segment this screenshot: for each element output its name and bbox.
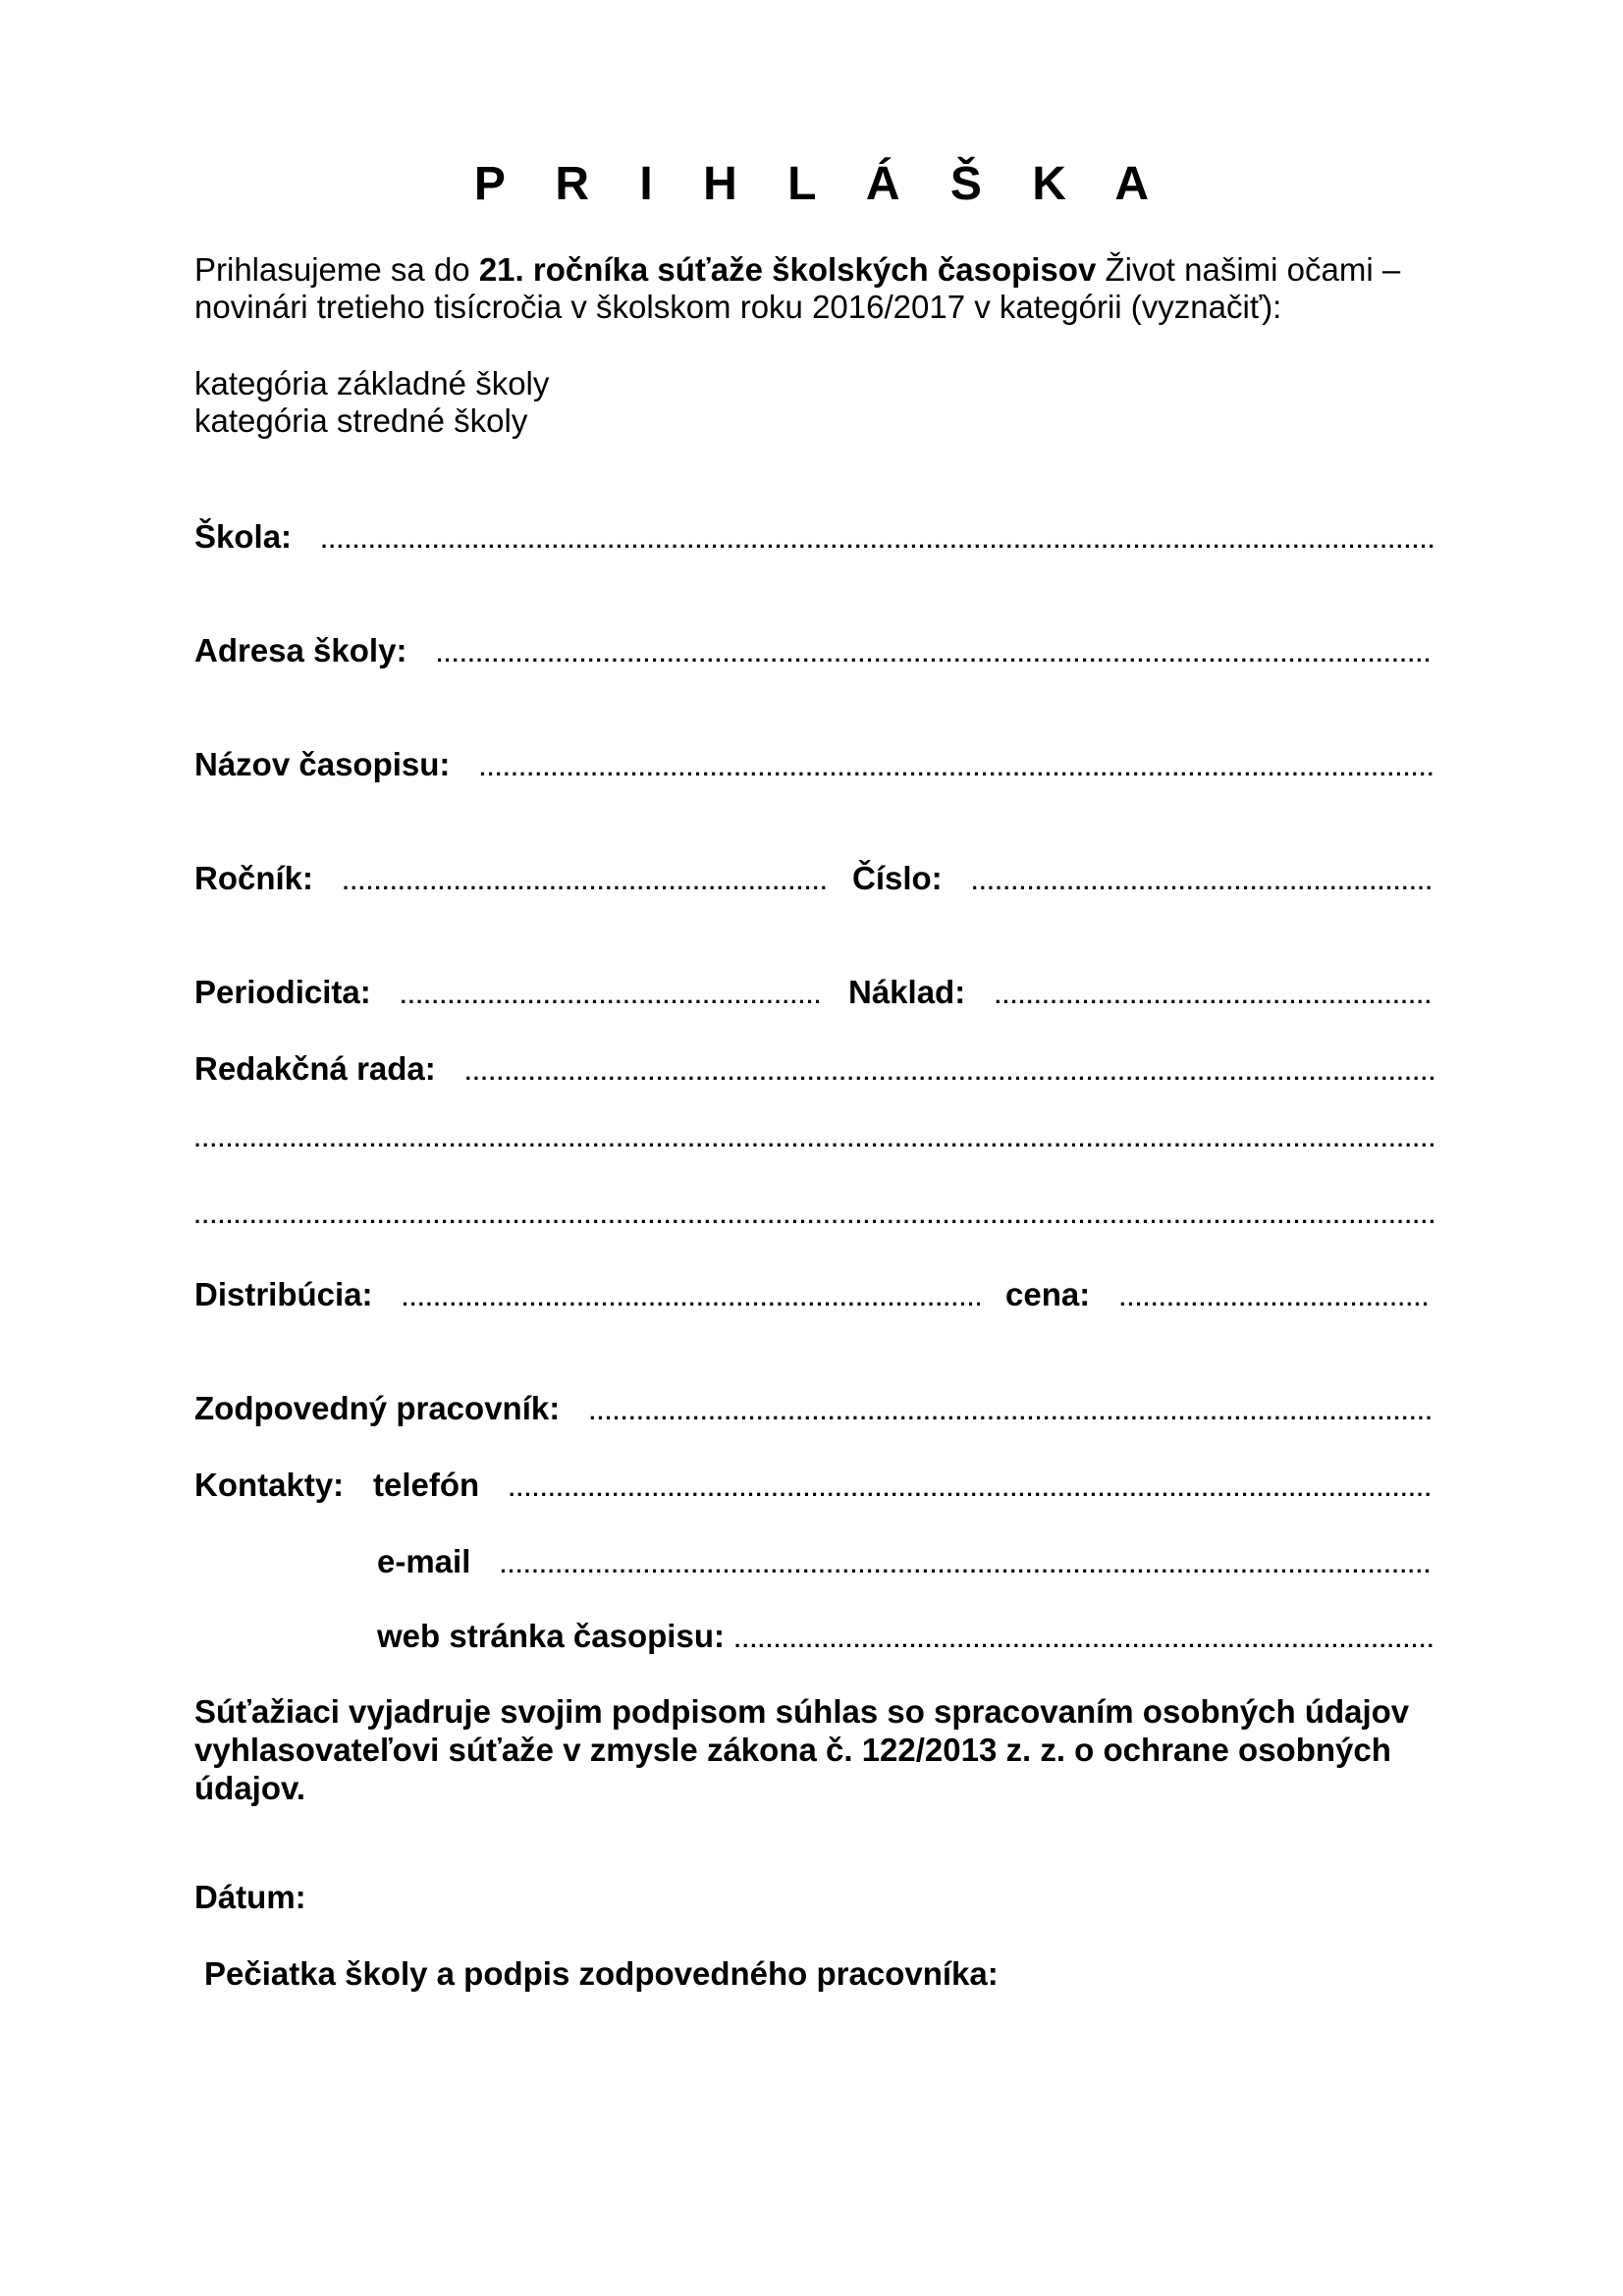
input-distribution[interactable] bbox=[403, 1286, 980, 1311]
label-circulation: Náklad: bbox=[848, 974, 966, 1010]
label-periodicity: Periodicita: bbox=[194, 974, 371, 1010]
input-phone[interactable] bbox=[509, 1476, 1434, 1502]
input-responsible-person[interactable] bbox=[589, 1400, 1434, 1425]
category-secondary[interactable]: kategória stredné školy bbox=[194, 402, 528, 439]
label-school: Škola: bbox=[194, 518, 293, 555]
input-circulation[interactable] bbox=[995, 984, 1434, 1009]
label-website: web stránka časopisu: bbox=[377, 1618, 725, 1654]
intro-paragraph bbox=[194, 251, 1441, 326]
label-contacts-text: Kontakty: bbox=[194, 1467, 345, 1503]
input-magazine-name[interactable] bbox=[479, 756, 1434, 781]
field-price bbox=[1005, 1276, 1432, 1313]
intro-rest: Život našimi očami – novinári tretieho tisícročia v školskom roku 2016/2017 v kategórii (vyznačiť): bbox=[194, 251, 1401, 325]
label-phone: telefón bbox=[373, 1467, 480, 1503]
field-school-address bbox=[194, 632, 1434, 669]
intro-lead: Prihlasujeme sa do bbox=[194, 251, 479, 288]
input-email[interactable] bbox=[500, 1553, 1434, 1578]
input-issue-number[interactable] bbox=[972, 870, 1432, 895]
label-issue-number: Číslo: bbox=[852, 860, 943, 896]
label-price: cena: bbox=[1005, 1276, 1091, 1312]
field-issue-number bbox=[852, 860, 1432, 897]
label-email: e-mail bbox=[377, 1543, 471, 1579]
input-price[interactable] bbox=[1119, 1286, 1432, 1311]
intro-competition-name: 21. ročníka súťaže školských časopisov bbox=[478, 251, 1097, 288]
field-periodicity bbox=[194, 974, 823, 1011]
field-signature bbox=[204, 1955, 999, 1993]
field-date bbox=[194, 1879, 306, 1916]
label-responsible-person: Zodpovedný pracovník: bbox=[194, 1390, 561, 1426]
field-phone bbox=[373, 1467, 1434, 1504]
input-volume[interactable] bbox=[343, 870, 828, 895]
label-signature: Pečiatka školy a podpis zodpovedného pracovníka: bbox=[204, 1955, 999, 1992]
field-website bbox=[377, 1618, 1434, 1655]
field-distribution bbox=[194, 1276, 980, 1313]
label-magazine-name: Názov časopisu: bbox=[194, 746, 451, 782]
label-date: Dátum: bbox=[194, 1879, 306, 1915]
field-editorial-board bbox=[194, 1050, 1434, 1088]
label-distribution: Distribúcia: bbox=[194, 1276, 373, 1312]
label-volume: Ročník: bbox=[194, 860, 314, 896]
field-email bbox=[377, 1543, 1434, 1580]
category-primary[interactable]: kategória základné školy bbox=[194, 365, 550, 401]
input-school[interactable] bbox=[321, 528, 1434, 554]
field-volume bbox=[194, 860, 828, 897]
field-editorial-board-line-2 bbox=[194, 1127, 1435, 1152]
input-website[interactable] bbox=[734, 1628, 1434, 1653]
input-school-address[interactable] bbox=[436, 642, 1434, 667]
field-magazine-name bbox=[194, 746, 1434, 783]
input-editorial-board[interactable] bbox=[465, 1060, 1434, 1086]
field-school bbox=[194, 518, 1434, 556]
input-editorial-board-line-3[interactable] bbox=[194, 1203, 1435, 1229]
field-circulation bbox=[848, 974, 1434, 1011]
input-periodicity[interactable] bbox=[401, 984, 823, 1009]
form-title: P R I H L Á Š K A bbox=[473, 158, 1168, 210]
label-school-address: Adresa školy: bbox=[194, 632, 407, 668]
label-editorial-board: Redakčná rada: bbox=[194, 1050, 436, 1087]
consent-statement: Súťažiaci vyjadruje svojim podpisom súhlas so spracovaním osobných údajov vyhlasovateľovi súťaže v zmysle zákona č. 122/2013 z. z. o ochrane osobných údajov. bbox=[194, 1693, 1410, 1806]
input-editorial-board-line-2[interactable] bbox=[194, 1127, 1435, 1152]
field-editorial-board-line-3 bbox=[194, 1203, 1435, 1229]
field-responsible-person bbox=[194, 1390, 1434, 1427]
label-contacts bbox=[194, 1467, 344, 1504]
